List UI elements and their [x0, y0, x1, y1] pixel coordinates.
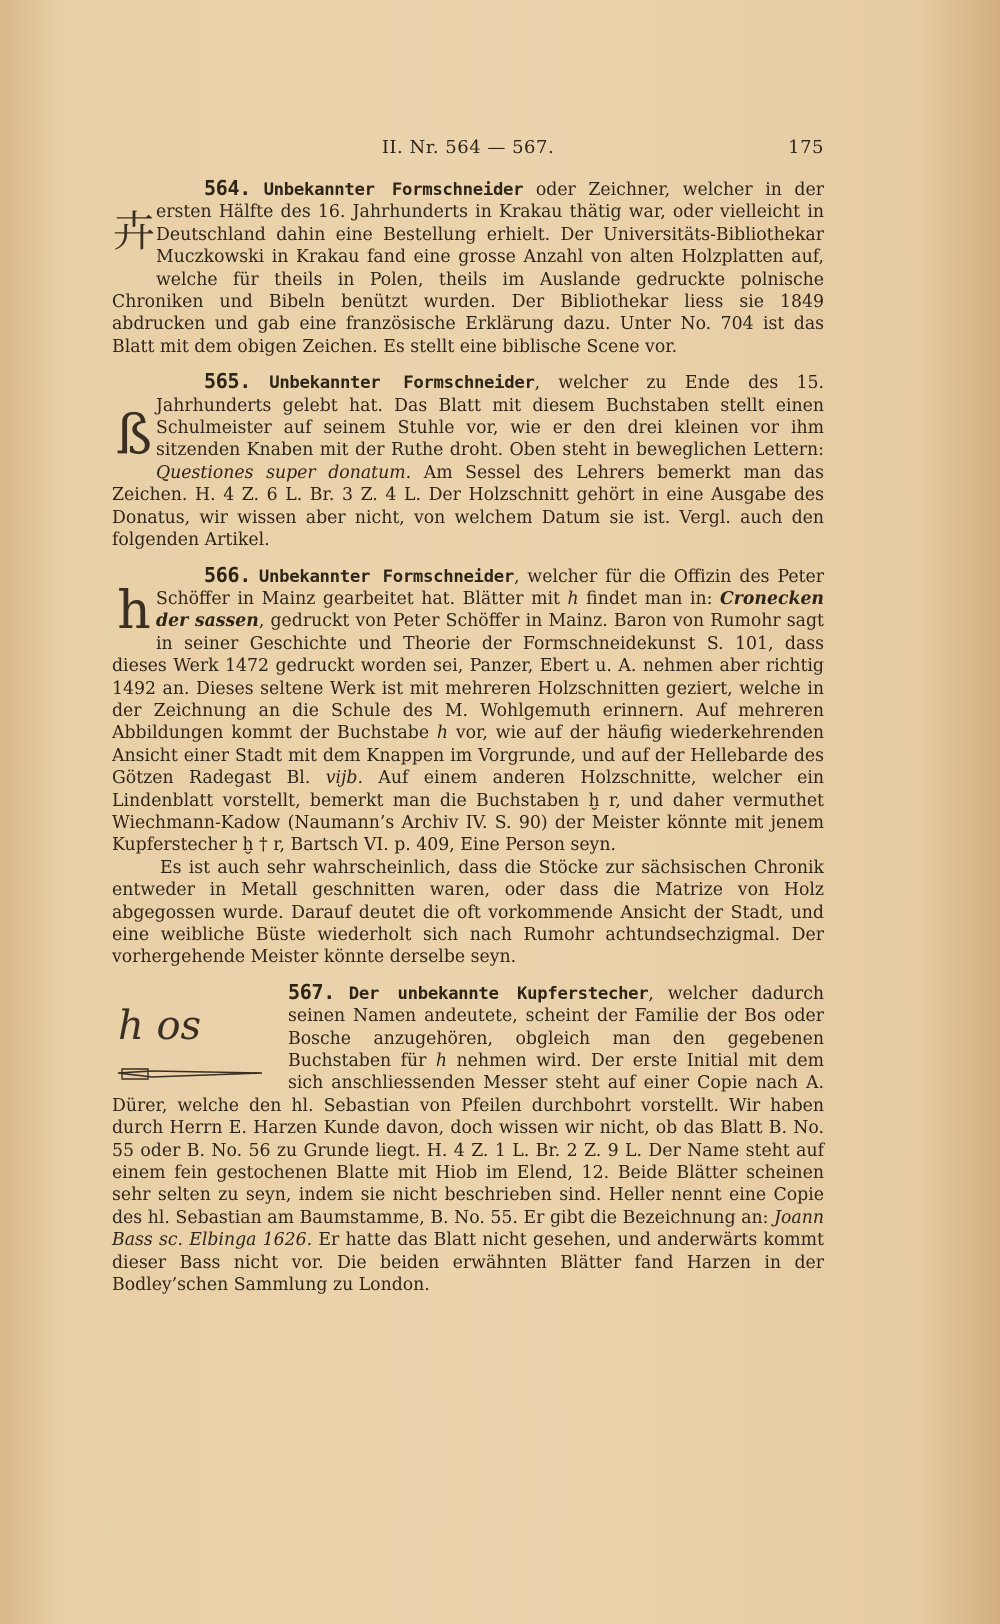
entry-body: , gedruckt von Peter Schöffer in Mainz. Baron von Rumohr sagt in seiner Geschichte und Theorie der Formschneidekunst S. 101, dass dieses Werk 1472 gedruckt worden sei, Panzer, Ebert u. A. nehmen aber richtig 1492 an. Dieses seltene Werk ist mit mehreren Holzschnitten geziert, welche in der Zeichnung an die Schule des M. Wohlgemuth erinnern. Auf mehreren Abbildungen kommt der Buchstabe [112, 611, 824, 744]
entry-number: 564. [204, 176, 251, 200]
page-number: 175 [788, 137, 824, 158]
entry-body: oder Zeichner, welcher in der ersten Hälfte des 16. Jahrhunderts in Krakau thätig war, oder vielleicht in Deutschland dahin eine Bestellung erhielt. Der Universitäts-Bibliothekar Muczkowski in Krakau fand eine grosse Anzahl von alten Holzplatten auf, welche für theils in Polen, theils im Auslande gedruckte polnische Chroniken und Bibeln benützt wurden. Der Bibliothekar liess sie 1849 abdrucken und gab eine französische Erklärung dazu. Unter No. 704 ist das Blatt mit dem obigen Zeichen. Es stellt eine biblische Scene vor. [112, 180, 824, 357]
signature-mark-icon [112, 987, 280, 1093]
entry-text [112, 370, 824, 551]
italic-letter: h [567, 588, 579, 609]
entry-body: nehmen wird. Der erste Initial mit dem sich anschliessenden Messer steht auf einer Copie nach A. Dürer, welche den hl. Sebastian von Pfeilen durchbohrt vorstellt. Wir haben durch Herrn E. Harzen Kunde davon, doch wissen wir nicht, ob das Blatt B. No. 55 oder B. No. 56 zu Grunde liegt. H. 4 Z. 1 L. Br. 2 Z. 9 L. Der Name steht auf einem fein gestochenen Blatte mit Hiob im Elend, 12. Beide Blätter scheinen sehr selten zu seyn, indem sie nicht beschrieben sind. Heller nennt eine Copie des hl. Sebastian am Baumstamme, B. No. 55. Er gibt die Bezeichnung an: [112, 1051, 824, 1228]
entry-title: Unbekannter Formschneider [269, 373, 535, 394]
entry-566 [112, 564, 824, 969]
blackletter-title: Cronecken der sassen [156, 588, 824, 632]
entry-body: vor, wie auf der häufig wiederkehrenden Ansicht einer Stadt mit dem Knappen im Vorgrunde, und auf der Hellebarde des Götzen Radegast Bl. [112, 723, 824, 789]
entry-body: findet man in: [578, 588, 720, 609]
entry-title: Unbekannter Formschneider [263, 180, 524, 200]
entry-text [112, 564, 824, 857]
signature-text: h os [118, 1002, 202, 1049]
entry-body: Am Sessel des Lehrers bemerkt man das Zeichen. H. 4 Z. 6 L. Br. 3 Z. 4 L. Der Holzschnitt gehört in eine Ausgabe des Donatus, wir wissen aber nicht, von welchem Datum sie ist. Vergl. auch den folgenden Artikel. [112, 462, 824, 551]
monogram-mark-icon: 卉 [112, 207, 155, 256]
entry-title: Unbekannter Formschneider [258, 566, 514, 587]
entry-body: Auf einem anderen Holzschnitte, welcher ein Lindenblatt vorstellt, bemerkt man die Buchstaben ḫ r, und daher vermuthet Wiechmann-Kadow (Naumann’s Archiv IV. S. 90) der Meister könnte mit jenem Kupferstecher ḫ † r, Bartsch VI. p. 409, Eine Person seyn. [112, 768, 824, 856]
entry-number: 565. [204, 369, 251, 394]
page-body [112, 137, 824, 1309]
entry-body: , welcher zu Ende des 15. Jahrhunderts gelebt hat. Das Blatt mit diesem Buchstaben stellt einen Schulmeister auf seinem Stuhle vor, wie er den drei kleinen vor ihm sitzenden Knaben mit der Ruthe droht. Oben steht in beweglichen Lettern: [156, 373, 825, 461]
signature-drawing [112, 987, 280, 1093]
letter-mark-icon: h [117, 580, 151, 641]
header-title: II. Nr. 564 — 567. [381, 137, 555, 158]
italic-folio: vijb. [325, 768, 363, 789]
italic-inscription: Joann Bass sc. Elbinga 1626. [112, 1207, 824, 1251]
entry-title: Der unbekannte Kupferstecher [348, 983, 649, 1004]
italic-quote: Questiones super donatum. [156, 462, 412, 483]
entry-564 [112, 177, 824, 358]
italic-letter: h [435, 1051, 448, 1072]
entry-number: 567. [288, 979, 335, 1004]
running-header [112, 137, 824, 163]
italic-letter: h [436, 723, 449, 744]
entry-paragraph-2: Es ist auch sehr wahrscheinlich, dass die Stöcke zur sächsischen Chronik entweder in Metall geschnitten waren, oder dass die Matrize von Holz abgegossen wurde. Darauf deutet die oft vorkommende Ansicht der Stadt, und eine weibliche Büste wiederholt sich nach Rumohr achtundsechzigmal. Der vorhergehende Meister könnte derselbe seyn. [112, 857, 824, 968]
entry-body: , welcher dadurch seinen Namen andeutete, scheint der Familie der Bos oder Bosche anzugehören, obgleich man den gegebenen Buchstaben für [288, 983, 825, 1072]
entry-number: 566. [204, 562, 251, 587]
entry-text [112, 177, 824, 358]
entry-body: Er hatte das Blatt nicht gesehen, und anderwärts kommt dieser Bass nicht vor. Die beiden erwähnten Blätter fand Harzen in der Bodley’schen Sammlung zu London. [112, 1230, 825, 1296]
letter-mark-icon: ß [115, 403, 153, 467]
entry-567 [112, 981, 824, 1297]
entry-565 [112, 370, 824, 551]
entry-body: , welcher für die Offizin des Peter Schöffer in Mainz gearbeitet hat. Blätter mit [156, 566, 824, 609]
